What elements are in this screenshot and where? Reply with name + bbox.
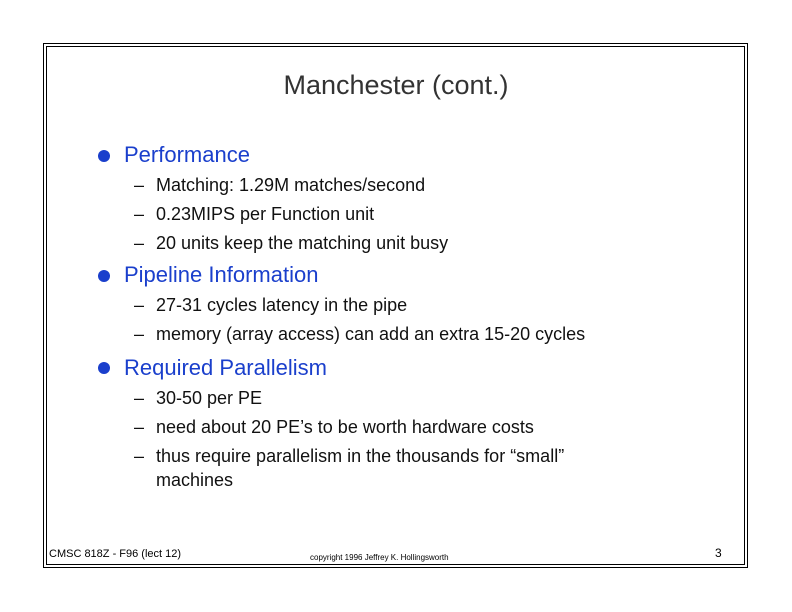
bullet-icon: [98, 362, 110, 374]
dash-icon: –: [134, 324, 145, 344]
list-item: need about 20 PE’s to be worth hardware costs: [156, 417, 534, 437]
list-item-continuation: machines: [156, 470, 234, 490]
section-heading-parallelism: Required Parallelism: [124, 355, 327, 380]
list-item: memory (array access) can add an extra 15-20 cycles: [156, 324, 586, 344]
bullet-icon: [98, 150, 110, 162]
bullet-icon: [98, 270, 110, 282]
dash-icon: –: [134, 417, 145, 437]
list-item: Matching: 1.29M matches/second: [156, 175, 426, 195]
list-item: thus require parallelism in the thousands for “small”: [156, 446, 565, 466]
dash-icon: –: [134, 175, 145, 195]
dash-icon: –: [134, 388, 145, 408]
dash-icon: –: [134, 204, 145, 224]
footer-copyright: copyright 1996 Jeffrey K. Hollingsworth: [310, 553, 449, 562]
list-item: 27-31 cycles latency in the pipe: [156, 295, 408, 315]
slide-title: Manchester (cont.): [283, 70, 509, 100]
page-number: 3: [715, 546, 722, 560]
list-item: 30-50 per PE: [156, 388, 263, 408]
dash-icon: –: [134, 233, 145, 253]
section-heading-performance: Performance: [124, 142, 250, 167]
dash-icon: –: [134, 295, 145, 315]
list-item: 0.23MIPS per Function unit: [156, 204, 375, 224]
list-item: 20 units keep the matching unit busy: [156, 233, 449, 253]
section-heading-pipeline: Pipeline Information: [124, 262, 319, 287]
footer-course: CMSC 818Z - F96 (lect 12): [49, 548, 182, 560]
dash-icon: –: [134, 446, 145, 466]
